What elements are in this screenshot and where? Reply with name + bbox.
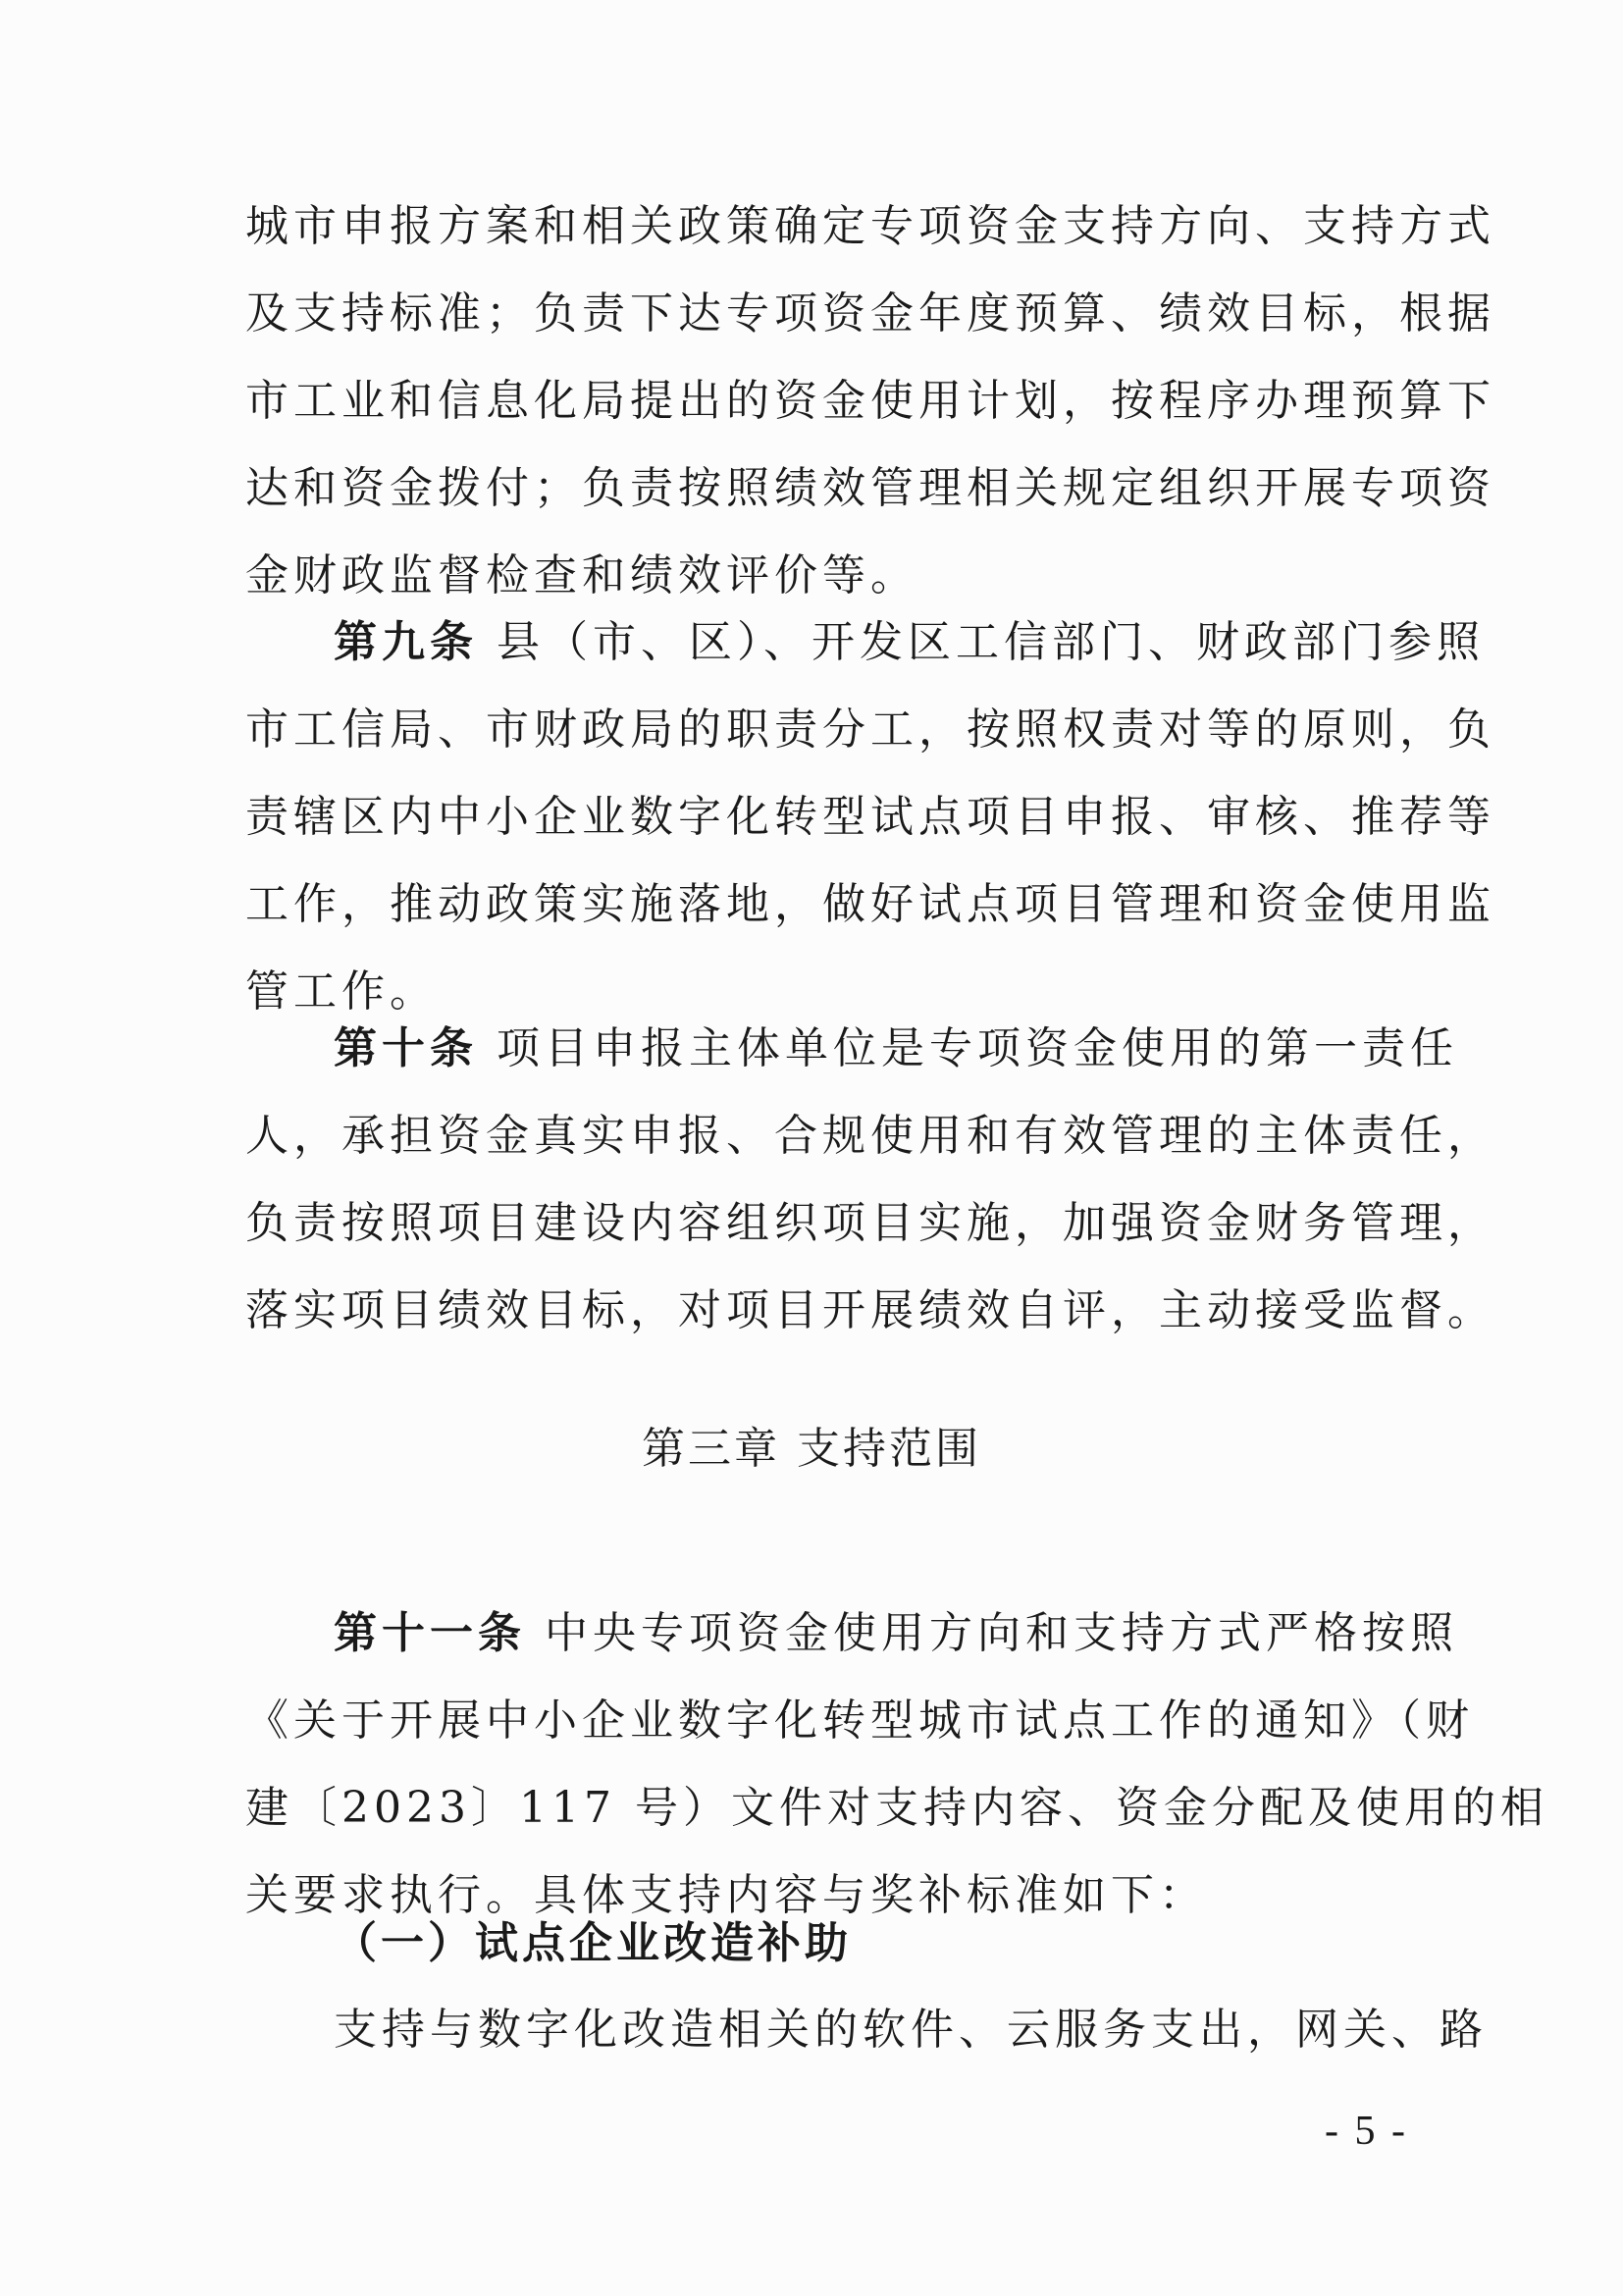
text-line <box>245 1005 1458 1092</box>
text-line: 达和资金拨付；负责按照绩效管理相关规定组织开展专项资 <box>245 463 1495 513</box>
text-line: 工作，推动政策实施落地，做好试点项目管理和资金使用监 <box>245 879 1495 929</box>
article-text: 中央专项资金使用方向和支持方式严格按照 <box>526 1608 1458 1658</box>
text-line: 责辖区内中小企业数字化转型试点项目申报、审核、推荐等 <box>245 792 1495 842</box>
article-11 <box>245 1590 1548 1939</box>
text-line: 城市申报方案和相关政策确定专项资金支持方向、支持方式 <box>245 201 1495 251</box>
text-line: 关要求执行。具体支持内容与奖补标准如下： <box>245 1870 1207 1920</box>
article-text: 项目申报主体单位是专项资金使用的第一责任 <box>478 1023 1458 1073</box>
article-text: 县（市、区）、开发区工信部门、财政部门参照 <box>478 617 1485 667</box>
section-paragraph <box>245 1986 1488 2073</box>
text-line: 支持与数字化改造相关的软件、云服务支出，网关、路 <box>334 2005 1488 2055</box>
text-line <box>245 1590 1458 1677</box>
text-line <box>245 599 1485 686</box>
article-10 <box>245 1005 1495 1354</box>
text-line: 市工信局、市财政局的职责分工，按照权责对等的原则，负 <box>245 704 1495 755</box>
text-line: 《关于开展中小企业数字化转型城市试点工作的通知》（财 <box>245 1696 1474 1746</box>
article-label: 第十条 <box>334 1023 478 1073</box>
article-label: 第九条 <box>334 617 478 667</box>
text-line: 负责按照项目建设内容组织项目实施，加强资金财务管理， <box>245 1198 1495 1248</box>
text-line: 市工业和信息化局提出的资金使用计划，按程序办理预算下 <box>245 376 1495 426</box>
article-label: 第十一条 <box>334 1608 526 1658</box>
article-9 <box>245 599 1495 1035</box>
text-line: 金财政监督检查和绩效评价等。 <box>245 550 918 600</box>
text-line: 落实项目绩效目标，对项目开展绩效自评，主动接受监督。 <box>245 1285 1495 1335</box>
section-heading: （一）试点企业改造补助 <box>334 1918 852 1968</box>
paragraph-continuation <box>245 183 1495 619</box>
text-line: 管工作。 <box>245 966 438 1017</box>
text-line: 及支持标准；负责下达专项资金年度预算、绩效目标，根据 <box>245 288 1495 339</box>
text-line: 人，承担资金真实申报、合规使用和有效管理的主体责任， <box>245 1111 1495 1161</box>
chapter-title: 第三章 支持范围 <box>642 1424 981 1474</box>
text-line: 建〔2023〕117 号）文件对支持内容、资金分配及使用的相 <box>245 1783 1548 1833</box>
page-number: - 5 - <box>1325 2109 1408 2154</box>
